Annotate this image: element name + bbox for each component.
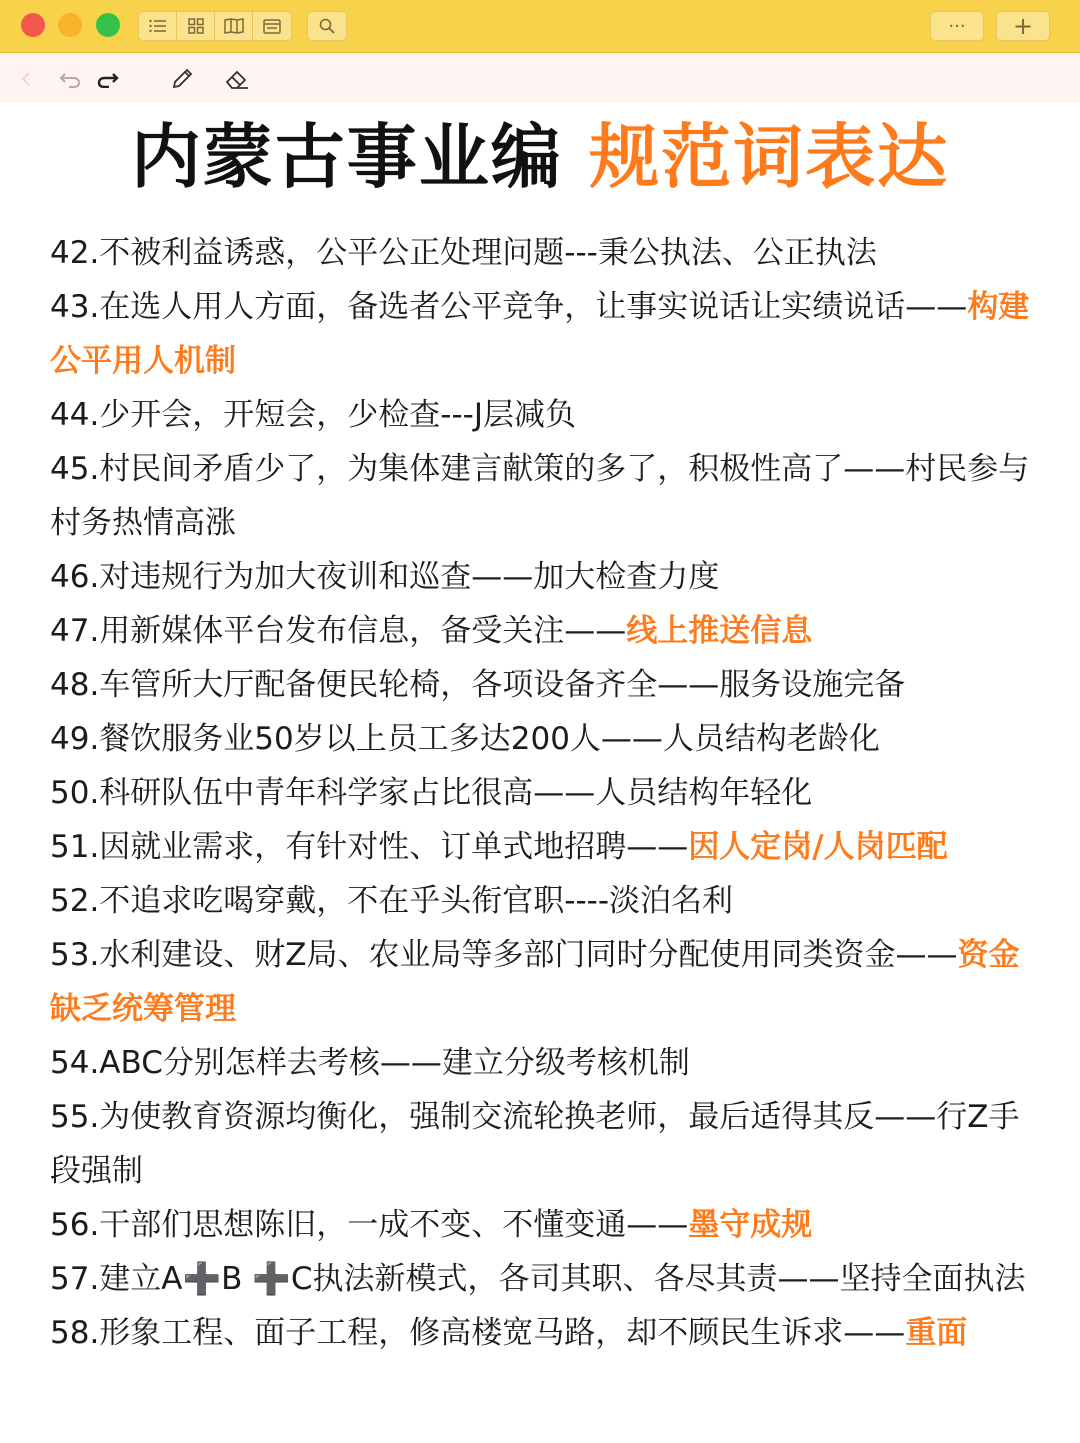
eraser-tool-button[interactable]	[223, 65, 251, 93]
grid-icon	[188, 18, 204, 34]
list-item: 51.因就业需求，有针对性、订单式地招聘——因人定岗/人岗匹配	[50, 829, 948, 865]
list-item: 47.用新媒体平台发布信息，备受关注——线上推送信息	[50, 613, 813, 649]
minimize-window-button[interactable]	[58, 13, 82, 37]
search-icon	[319, 18, 335, 34]
list-item: 55.为使教育资源均衡化，强制交流轮换老师，最后适得其反——行Z手段强制	[50, 1099, 1020, 1189]
redo-button[interactable]	[94, 65, 122, 93]
more-icon: ···	[948, 15, 966, 37]
window-icon	[263, 19, 281, 34]
back-button[interactable]	[16, 65, 36, 93]
list-item: 43.在选人用人方面，备选者公平竞争，让事实说话让实绩说话——构建公平用人机制	[50, 289, 1030, 379]
list-item: 45.村民间矛盾少了，为集体建言献策的多了，积极性高了——村民参与村务热情高涨	[50, 451, 1030, 541]
list-item: 46.对违规行为加大夜训和巡查——加大检查力度	[50, 559, 720, 595]
page-title	[0, 112, 1080, 202]
pencil-icon	[170, 67, 194, 91]
plus-icon: +	[1012, 12, 1034, 40]
maximize-window-button[interactable]	[96, 13, 120, 37]
list-item: 53.水利建设、财Z局、农业局等多部门同时分配使用同类资金——资金缺乏统筹管理	[50, 937, 1020, 1027]
gallery-view-button[interactable]	[253, 12, 291, 40]
title-part-main: 内蒙古事业编	[130, 116, 563, 198]
pen-tool-button[interactable]	[168, 65, 196, 93]
view-mode-group	[138, 11, 292, 41]
close-window-button[interactable]	[21, 13, 45, 37]
grid-view-button[interactable]	[177, 12, 215, 40]
list-item: 54.ABC分别怎样去考核——建立分级考核机制	[50, 1045, 690, 1081]
chevron-left-icon	[21, 71, 31, 87]
list-item: 56.干部们思想陈旧，一成不变、不懂变通——墨守成规	[50, 1207, 813, 1243]
list-item: 58.形象工程、面子工程，修高楼宽马路，却不顾民生诉求——重面	[50, 1315, 968, 1351]
list-item: 44.少开会，开短会，少检查---J层减负	[50, 397, 576, 433]
list-item: 50.科研队伍中青年科学家占比很高——人员结构年轻化	[50, 775, 813, 811]
eraser-icon	[224, 67, 250, 91]
search-button[interactable]	[307, 11, 347, 41]
list-icon	[149, 19, 167, 33]
redo-icon	[97, 70, 119, 88]
list-item: 52.不追求吃喝穿戴，不在乎头衔官职----淡泊名利	[50, 883, 734, 919]
list-view-button[interactable]	[139, 12, 177, 40]
book-icon	[224, 18, 244, 34]
add-button[interactable]	[996, 11, 1050, 41]
undo-icon	[59, 70, 81, 88]
edit-toolbar	[0, 53, 1080, 103]
book-view-button[interactable]	[215, 12, 253, 40]
list-item: 48.车管所大厅配备便民轮椅，各项设备齐全——服务设施完备	[50, 667, 906, 703]
more-button[interactable]	[930, 11, 984, 41]
title-part-highlight: 规范词表达	[589, 116, 950, 198]
undo-button[interactable]	[56, 65, 84, 93]
list-item: 57.建立A➕B ➕C执法新模式，各司其职、各尽其责——坚持全面执法	[50, 1261, 1026, 1297]
entry-list	[50, 226, 1035, 1360]
window-titlebar	[0, 0, 1080, 53]
list-item: 49.餐饮服务业50岁以上员工多达200人——人员结构老龄化	[50, 721, 880, 757]
list-item: 42.不被利益诱惑，公平公正处理问题---秉公执法、公正执法	[50, 235, 877, 271]
